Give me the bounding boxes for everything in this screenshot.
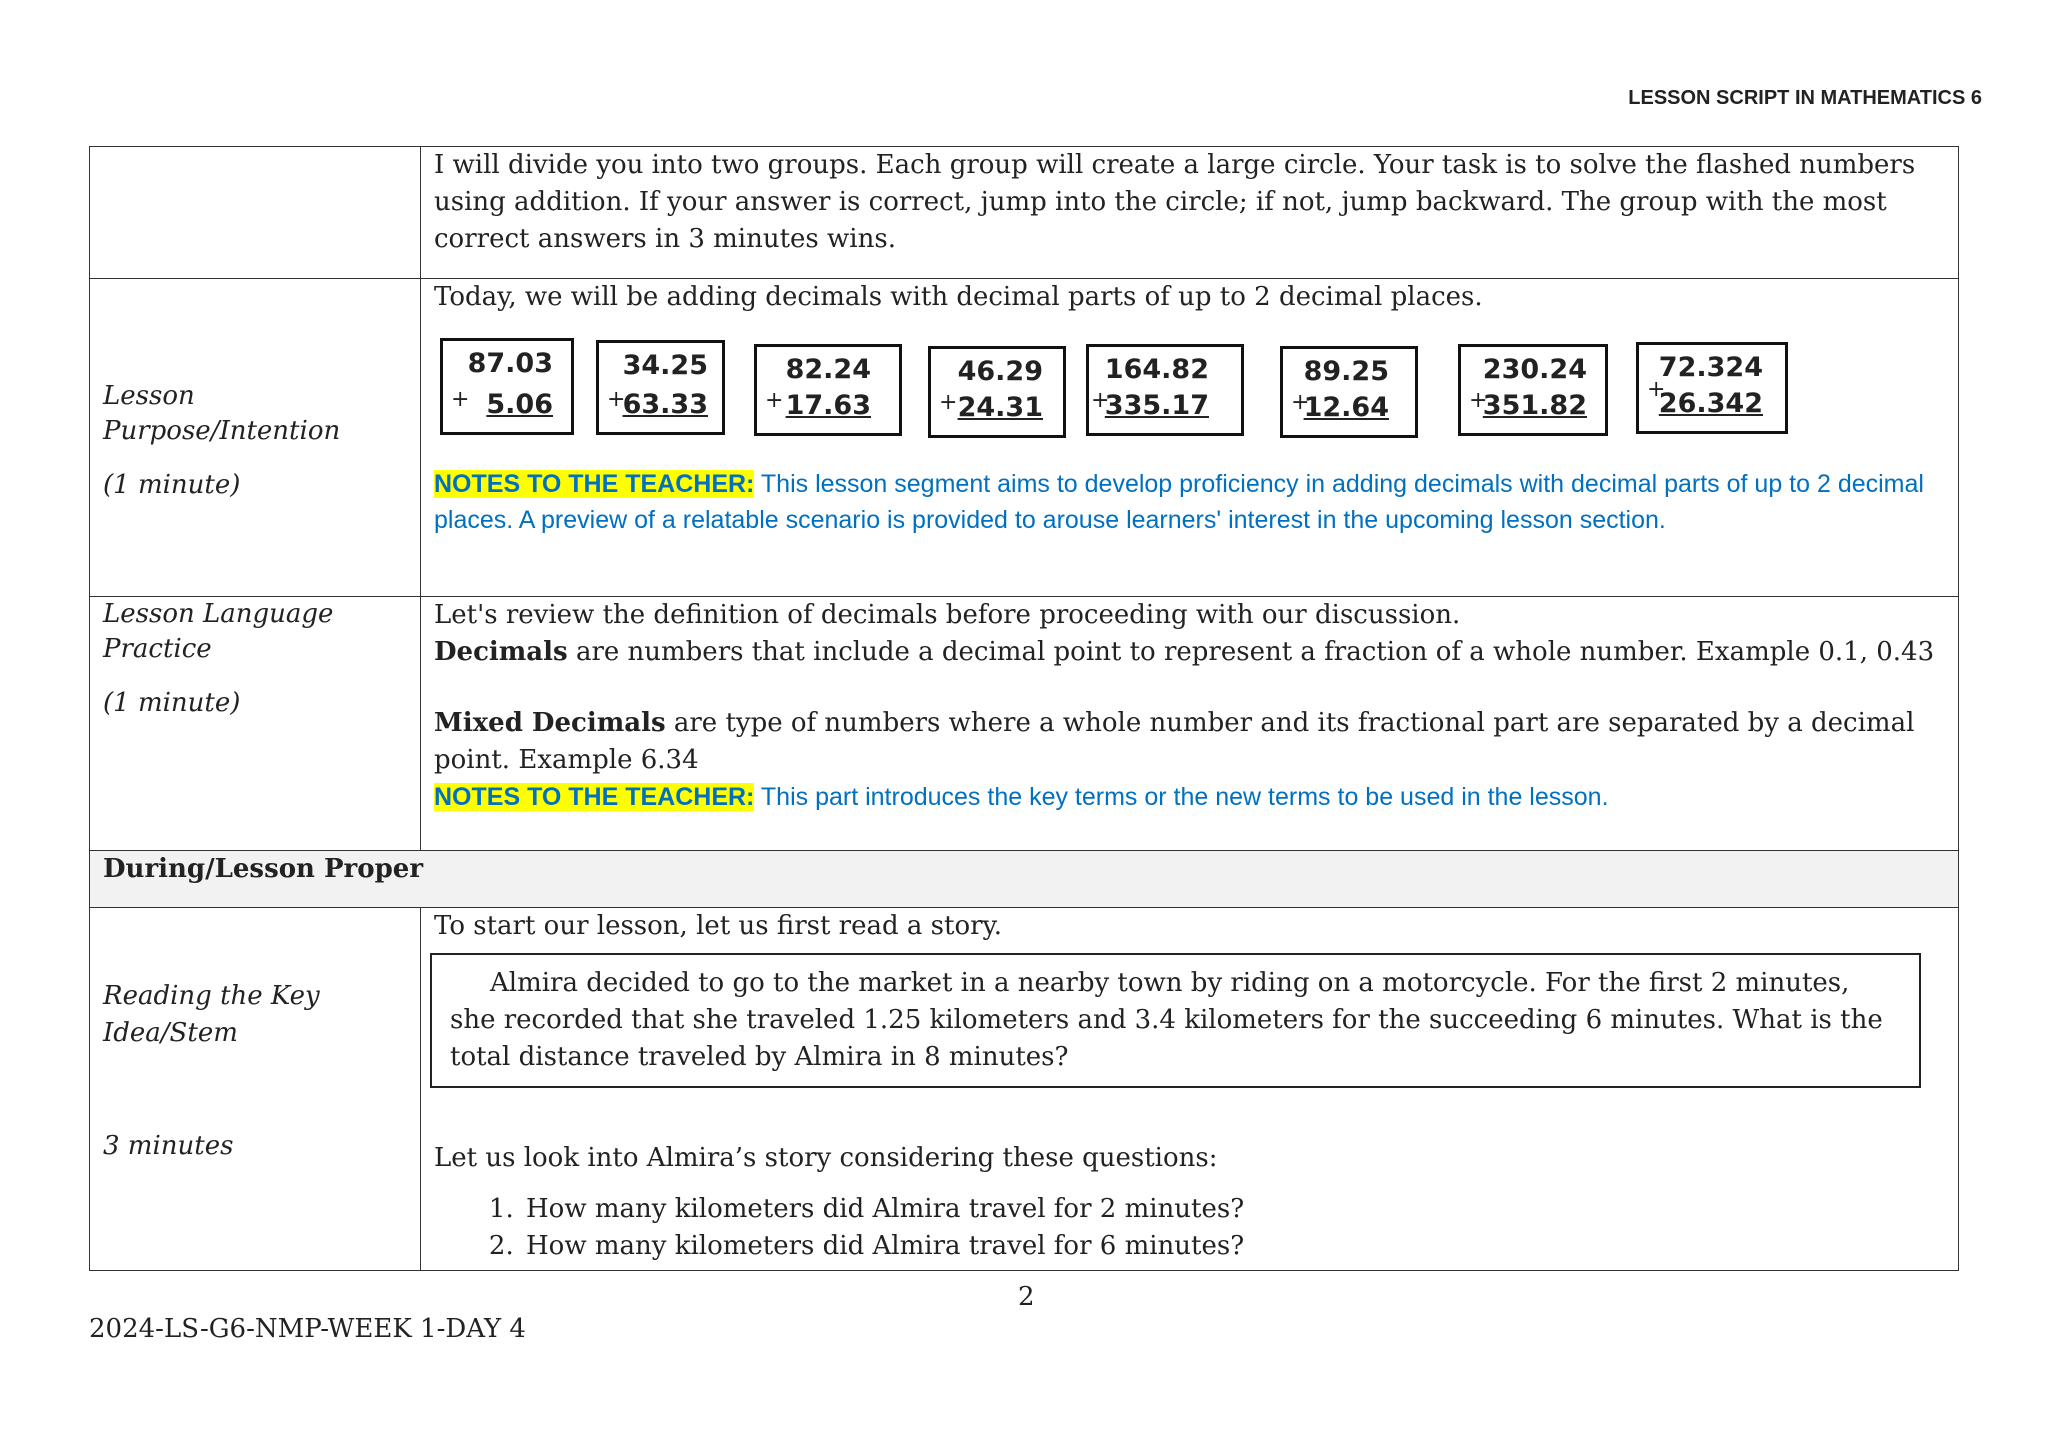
card-bottom-number: 335.17 [1104, 390, 1209, 421]
table-row [90, 597, 1959, 851]
intro-cell [421, 147, 1959, 279]
flash-card [1280, 346, 1418, 438]
document-header-title: LESSON SCRIPT IN MATHEMATICS 6 [1628, 87, 1982, 109]
flash-card [1086, 344, 1244, 436]
notes-label: NOTES TO THE TEACHER: [434, 783, 755, 811]
language-duration: (1 minute) [103, 688, 241, 718]
question-list [434, 1191, 1945, 1265]
teacher-notes [434, 466, 1945, 538]
flash-card [1458, 344, 1608, 436]
card-bottom-number: 351.82 [1482, 390, 1587, 421]
plus-sign: + [1291, 390, 1310, 415]
flash-card [928, 346, 1066, 438]
card-bottom-number: 5.06 [486, 389, 553, 420]
reading-duration: 3 minutes [103, 1131, 234, 1161]
reading-label-cell [90, 908, 421, 1271]
flash-card [1636, 342, 1788, 434]
language-cell [421, 597, 1959, 851]
plus-sign: + [1091, 388, 1110, 413]
language-intro: Let's review the definition of decimals before proceeding with our discussion. [434, 600, 1461, 630]
table-row [90, 147, 1959, 279]
table-row [90, 908, 1959, 1271]
flash-card [596, 340, 725, 435]
card-top-number: 164.82 [1104, 354, 1209, 385]
card-bottom-number: 63.33 [622, 389, 708, 420]
flash-card [754, 344, 902, 436]
language-label-cell [90, 597, 421, 851]
card-top-number: 72.324 [1658, 352, 1763, 383]
decimals-definition [434, 634, 1945, 671]
purpose-cell [421, 279, 1959, 597]
language-label: Lesson Language Practice [103, 599, 334, 664]
section-header [90, 851, 1959, 908]
intro-text: I will divide you into two groups. Each group will create a large circle. Your task is to solve the flashed numbers using addition. If your answer is correct, jump into the circle; if not, jump backward. The group with the most correct answers in 3 minutes wins. [434, 150, 1916, 254]
purpose-label: Lesson Purpose/Intention [103, 381, 341, 446]
list-item: 2. How many kilometers did Almira travel for 6 minutes? [522, 1228, 1945, 1265]
plus-sign: + [765, 388, 784, 413]
flash-cards [434, 316, 1945, 466]
card-bottom-number: 12.64 [1303, 392, 1389, 423]
card-bottom-number: 17.63 [785, 390, 871, 421]
purpose-label-cell [90, 279, 421, 597]
card-top-number: 34.25 [622, 350, 708, 381]
question-intro: Let us look into Almira’s story considering these questions: [434, 1143, 1218, 1173]
card-top-number: 82.24 [785, 354, 871, 385]
card-top-number: 87.03 [467, 348, 553, 379]
card-top-number: 230.24 [1482, 354, 1587, 385]
purpose-duration: (1 minute) [103, 470, 241, 500]
footer-code: 2024-LS-G6-NMP-WEEK 1-DAY 4 [89, 1314, 526, 1344]
reading-cell [421, 908, 1959, 1271]
row-label-empty [90, 147, 421, 279]
plus-sign: + [1469, 388, 1488, 413]
plus-sign: + [451, 387, 470, 412]
table-row [90, 851, 1959, 908]
notes-text: This lesson segment aims to develop proficiency in adding decimals with decimal parts of up to 2 decimal places. A preview of a relatable scenario is provided to arouse learners' interest in the upcoming lesson section. [434, 470, 1924, 534]
plus-sign: + [939, 390, 958, 415]
card-bottom-number: 24.31 [957, 392, 1043, 423]
teacher-notes [434, 779, 1945, 815]
plus-sign: + [607, 387, 626, 412]
lesson-script-table [89, 146, 1959, 1271]
story-box [430, 953, 1921, 1088]
card-top-number: 46.29 [957, 356, 1043, 387]
card-bottom-number: 26.342 [1658, 388, 1763, 419]
decimals-def: are numbers that include a decimal point to represent a fraction of a whole number. Example 0.1, 0.43 [575, 637, 1935, 667]
decimals-term: Decimals [434, 637, 568, 667]
reading-label: Reading the Key Idea/Stem [103, 981, 320, 1048]
section-title: During/Lesson Proper [103, 854, 424, 884]
table-row [90, 279, 1959, 597]
reading-intro: To start our lesson, let us first read a story. [434, 911, 1003, 941]
mixed-term: Mixed Decimals [434, 708, 666, 738]
list-item: 1. How many kilometers did Almira travel for 2 minutes? [522, 1191, 1945, 1228]
flash-card [440, 338, 574, 435]
notes-text: This part introduces the key terms or the new terms to be used in the lesson. [760, 783, 1609, 811]
story-text: Almira decided to go to the market in a nearby town by riding on a motorcycle. For the first 2 minutes, she recorded that she traveled 1.25 kilometers and 3.4 kilometers for the succeeding 6 minutes. What is the total distance traveled by Almira in 8 minutes? [450, 968, 1883, 1072]
purpose-text: Today, we will be adding decimals with decimal parts of up to 2 decimal places. [434, 282, 1483, 312]
plus-sign: + [1647, 377, 1666, 402]
notes-label: NOTES TO THE TEACHER: [434, 470, 755, 498]
mixed-decimals-definition [434, 705, 1945, 779]
page-number: 2 [1018, 1282, 1035, 1312]
card-top-number: 89.25 [1303, 356, 1389, 387]
mixed-def: are type of numbers where a whole number and its fractional part are separated by a decimal point. Example 6.34 [434, 708, 1915, 775]
